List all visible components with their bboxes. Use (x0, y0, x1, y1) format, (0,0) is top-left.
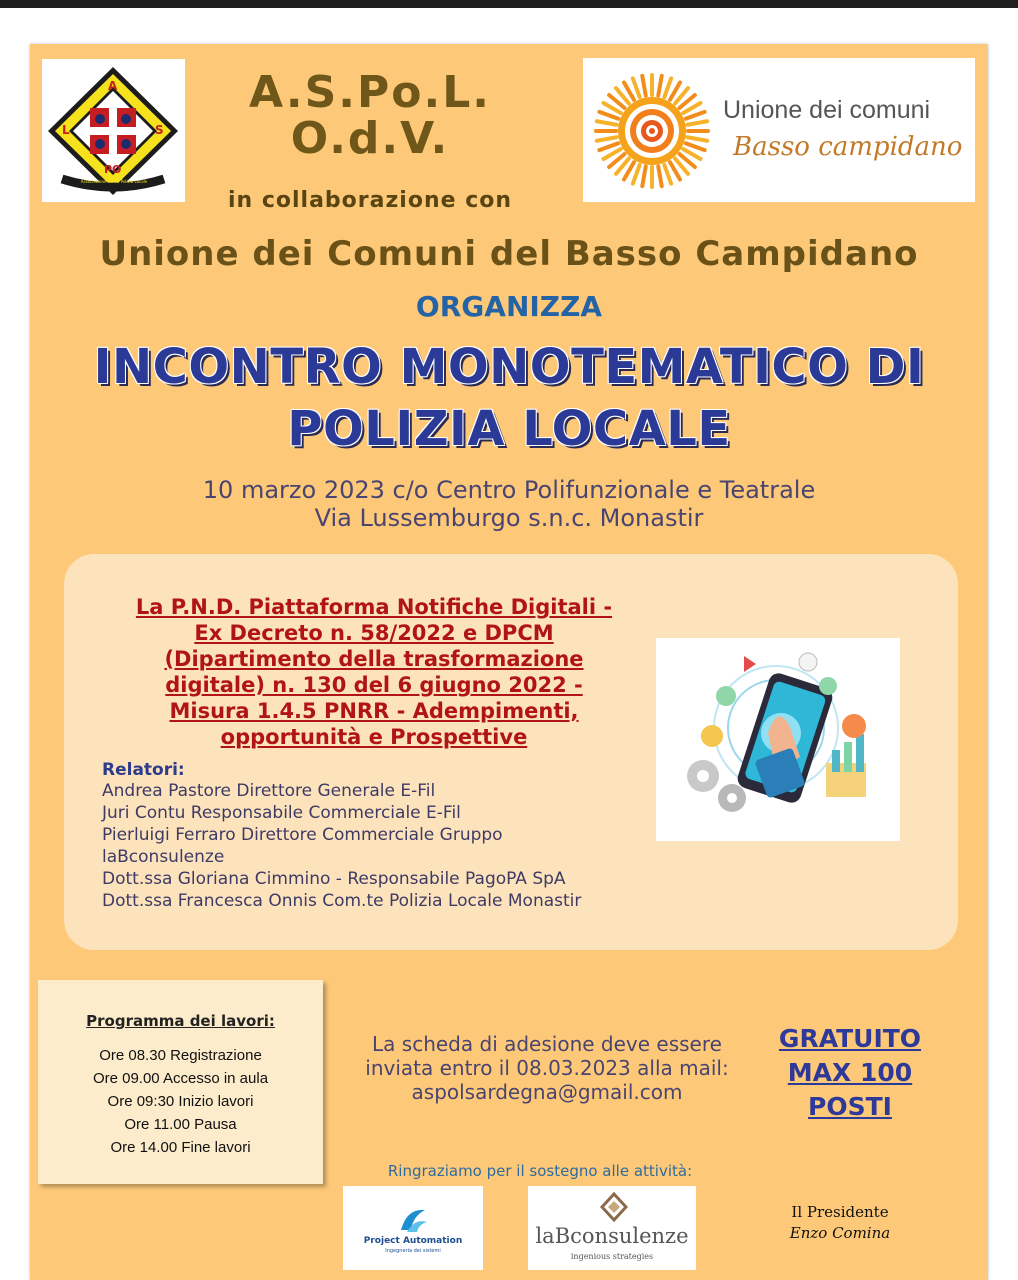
sponsor-labconsulenze (528, 1186, 696, 1270)
president-name: Enzo Comina (789, 1224, 891, 1242)
speaker-line: Pierluigi Ferraro Direttore Commerciale Gruppo (102, 825, 503, 845)
sun-ray (664, 165, 671, 184)
organization-name-line2: O.d.V. (290, 113, 450, 164)
headline-line2: POLIZIA LOCALE (287, 401, 731, 457)
free-entry-line2: MAX 100 (787, 1058, 913, 1087)
program-box (38, 980, 323, 1184)
president-title: Il Presidente (791, 1203, 889, 1221)
sponsor-thanks: Ringraziamo per il sostegno alle attività: (387, 1162, 693, 1180)
partner-logo-line1: Unione dei comuni (723, 96, 931, 124)
speakers-list (102, 780, 581, 912)
topic-line: La P.N.D. Piattaforma Notifiche Digitali - (135, 595, 613, 619)
aspol-logo (42, 59, 185, 202)
president-signature (770, 1202, 910, 1244)
logo-caption: Associazione Sarda Polizia Locale (80, 179, 148, 184)
program-item: Ore 09.00 Accesso in aula (92, 1070, 269, 1087)
registration-line2: inviata entro il 08.03.2023 alla mail: (365, 1056, 729, 1080)
topic-title (94, 594, 654, 750)
event-date-line: 10 marzo 2023 c/o Centro Polifunzionale e Teatrale (202, 476, 816, 504)
sun-ray (633, 78, 640, 97)
logo-letter-a: A (108, 79, 118, 93)
sun-ray (597, 121, 617, 124)
organization-name-line1: A.S.Po.L. (249, 67, 491, 118)
union-name: Unione dei Comuni del Basso Campidano (99, 234, 919, 274)
logo-letter-po: PO (104, 163, 122, 176)
sun-ray (642, 166, 645, 186)
sun-ray (633, 165, 640, 184)
event-headline (30, 336, 988, 460)
sponsor-project-automation (343, 1186, 483, 1270)
free-entry-line1: GRATUITO (778, 1024, 922, 1053)
program-item: Ore 14.00 Fine lavori (110, 1139, 251, 1156)
sun-ray (686, 143, 705, 150)
sun-ray (687, 137, 707, 140)
sun-ray (599, 143, 618, 150)
collaboration-text: in collaborazione con (227, 188, 513, 213)
free-entry-notice (765, 1022, 935, 1124)
headline-line1: INCONTRO MONOTEMATICO DI (93, 339, 925, 395)
sponsor2-tagline: ingenious strategies (570, 1252, 654, 1261)
topic-line: opportunità e Prospettive (220, 725, 528, 749)
poster (30, 44, 988, 1280)
speaker-line: Dott.ssa Francesca Onnis Com.te Polizia Locale Monastir (102, 891, 582, 911)
program-title: Programma dei lavori: (86, 1012, 275, 1030)
event-date-location (30, 476, 988, 532)
sponsor1-name: Project Automation (363, 1236, 463, 1246)
registration-email[interactable]: aspolsardegna@gmail.com (411, 1080, 683, 1104)
registration-line1: La scheda di adesione deve essere (372, 1032, 722, 1056)
program-item: Ore 08.30 Registrazione (99, 1047, 262, 1064)
speaker-line: Andrea Pastore Direttore Generale E-Fil (102, 781, 436, 801)
topic-line: (Dipartimento della trasformazione (164, 647, 584, 671)
free-entry-line3: POSTI (808, 1092, 892, 1121)
sun-ray (664, 78, 671, 97)
smartphone-touch-icon (656, 638, 900, 841)
program-item: Ore 09:30 Inizio lavori (107, 1093, 254, 1110)
logo-letter-l: L (62, 123, 70, 137)
topic-line: digitale) n. 130 del 6 giugno 2022 - (165, 673, 583, 697)
program-list (38, 1044, 323, 1159)
sun-ray (687, 121, 707, 124)
program-item: Ore 11.00 Pausa (124, 1116, 237, 1133)
sun-ray (597, 137, 617, 140)
speaker-line: laBconsulenze (102, 847, 225, 867)
topic-line: Ex Decreto n. 58/2022 e DPCM (194, 621, 554, 645)
event-address-line: Via Lussemburgo s.n.c. Monastir (314, 504, 704, 532)
wave-icon (397, 1204, 429, 1234)
sun-ray (658, 76, 661, 96)
logo-letter-s: S (155, 123, 164, 137)
registration-info (342, 1032, 752, 1104)
speaker-line: Dott.ssa Gloriana Cimmino - Responsabile PagoPA SpA (102, 869, 566, 889)
speaker-line: Juri Contu Responsabile Commerciale E-Fil (102, 803, 461, 823)
sun-icon (593, 72, 711, 190)
digital-notification-illustration (656, 638, 900, 841)
sun-ray (599, 112, 618, 119)
unione-comuni-logo (583, 58, 975, 202)
topic-line: Misura 1.4.5 PNRR - Adempimenti, (169, 699, 579, 723)
organizza-label: ORGANIZZA (415, 290, 603, 323)
sun-ray (686, 112, 705, 119)
speakers-title: Relatori: (102, 760, 185, 780)
sponsor2-name: laBconsulenze (535, 1224, 689, 1248)
sun-ray (642, 76, 645, 96)
sponsor1-tagline: Ingegneria dei sistemi (385, 1248, 441, 1254)
partner-logo-line2: Basso campidano (733, 132, 963, 162)
diamond-logo-icon (600, 1192, 628, 1222)
status-bar (0, 0, 1018, 8)
sun-ray (658, 166, 661, 186)
organization-name (190, 67, 550, 164)
